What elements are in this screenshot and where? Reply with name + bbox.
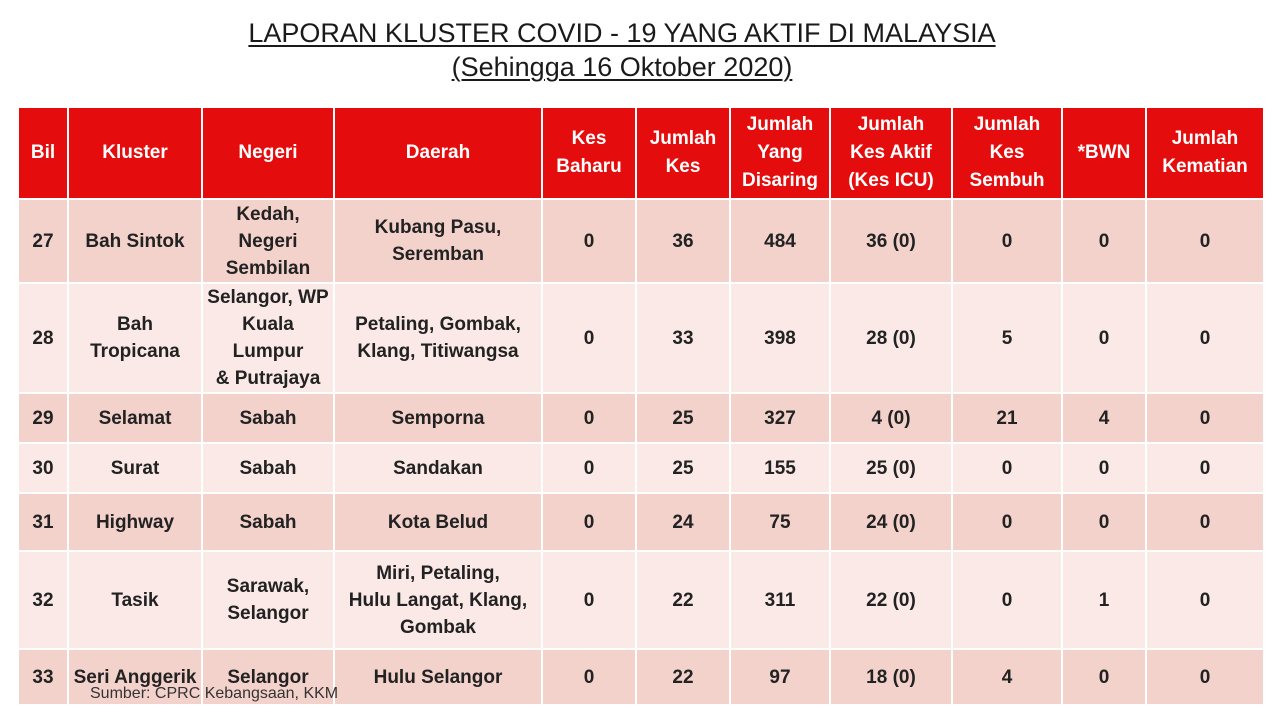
header-text: Jumlah [746,114,814,135]
cell-jumlah-kes: 24 [636,493,730,551]
header-kes-baharu [542,107,636,199]
cell-jumlah-kes: 33 [636,283,730,393]
cell-kes-sembuh: 4 [952,649,1062,705]
cell-text: Bah [117,314,153,335]
cell-text: Miri, Petaling, [376,562,500,584]
cell-kluster [68,551,202,649]
cell-kes-aktif: 36 (0) [830,199,952,283]
cell-text: Hulu Langat, Klang, [348,589,528,611]
cell-jumlah-disaring: 155 [730,443,830,493]
cell-bil: 27 [18,199,68,283]
cell-bwn: 0 [1062,649,1146,705]
table-row [18,283,1264,393]
cell-bil: 32 [18,551,68,649]
cell-kluster [68,443,202,493]
header-text: Kematian [1162,156,1248,177]
cell-kematian: 0 [1146,443,1264,493]
cell-text: Selangor [227,603,309,624]
cell-text: Gombak [399,616,477,638]
cell-jumlah-disaring: 327 [730,393,830,443]
cell-bil: 29 [18,393,68,443]
table-header-row [18,107,1264,199]
cell-kes-sembuh: 5 [952,283,1062,393]
table-row [18,493,1264,551]
cell-text: Tasik [111,589,159,611]
header-text: Sembuh [969,170,1045,191]
cell-kluster [68,283,202,393]
cell-text: Semporna [391,407,485,429]
cell-kluster [68,199,202,283]
cell-bwn: 4 [1062,393,1146,443]
report-title [0,16,1244,84]
header-text: Kes Aktif [850,142,932,163]
cell-kes-aktif: 22 (0) [830,551,952,649]
header-text: Negeri [238,142,298,163]
cell-daerah [334,283,542,393]
table-body [18,199,1264,705]
cell-bil: 33 [18,649,68,705]
cell-kematian: 0 [1146,493,1264,551]
cell-negeri [202,551,334,649]
cell-kes-sembuh: 0 [952,199,1062,283]
cell-text: Sabah [239,457,297,479]
cell-bwn: 0 [1062,283,1146,393]
header-kes-sembuh [952,107,1062,199]
header-text: Kes [571,128,607,149]
header-text: Bil [30,142,56,163]
cell-text: Sarawak, [226,576,310,597]
cell-kes-baharu: 0 [542,649,636,705]
cell-kes-aktif: 24 (0) [830,493,952,551]
table-row [18,551,1264,649]
cell-text: Surat [110,457,160,479]
cell-text: Petaling, Gombak, [355,314,521,335]
cell-kematian: 0 [1146,649,1264,705]
header-text: Jumlah [857,114,925,135]
cell-kes-sembuh: 0 [952,551,1062,649]
cell-kematian: 0 [1146,199,1264,283]
source-note: Sumber: CPRC Kebangsaan, KKM [90,685,339,702]
header-jumlah-kes [636,107,730,199]
cell-text: Selangor [227,666,309,688]
cell-jumlah-disaring: 97 [730,649,830,705]
header-kluster [68,107,202,199]
header-text: Daerah [405,142,471,163]
cell-kes-aktif: 18 (0) [830,649,952,705]
cell-daerah [334,393,542,443]
cell-daerah [334,649,542,705]
header-kes-aktif [830,107,952,199]
cell-kes-sembuh: 0 [952,443,1062,493]
cell-text: Seremban [392,244,484,265]
cell-jumlah-disaring: 311 [730,551,830,649]
cell-text: Negeri [238,230,298,252]
cell-daerah [334,493,542,551]
header-kematian [1146,107,1264,199]
cell-bwn: 0 [1062,493,1146,551]
table-row [18,199,1264,283]
cell-text: Sandakan [393,457,483,479]
cell-kes-sembuh: 0 [952,493,1062,551]
cell-kes-baharu: 0 [542,393,636,443]
cell-text: Kota Belud [387,511,489,533]
cell-text: Kedah, [236,203,300,225]
cell-kluster [68,493,202,551]
cell-text: Bah Sintok [85,230,185,252]
cell-text: & Putrajaya [215,368,321,389]
header-text: Jumlah [1171,128,1239,149]
cell-bil: 28 [18,283,68,393]
cell-bil: 31 [18,493,68,551]
cell-jumlah-kes: 22 [636,551,730,649]
cell-kematian: 0 [1146,283,1264,393]
table-row [18,393,1264,443]
cell-kes-sembuh: 21 [952,393,1062,443]
cell-jumlah-disaring: 484 [730,199,830,283]
cell-text: Hulu Selangor [373,666,503,688]
cell-negeri [202,393,334,443]
header-bwn [1062,107,1146,199]
cell-text: Selamat [98,407,172,429]
cell-negeri [202,443,334,493]
header-text: Jumlah [649,128,717,149]
cell-jumlah-kes: 25 [636,443,730,493]
cell-kes-aktif: 25 (0) [830,443,952,493]
cell-kes-baharu: 0 [542,199,636,283]
cell-negeri [202,283,334,393]
cell-jumlah-kes: 22 [636,649,730,705]
header-text: Kluster [102,142,168,163]
cell-kematian: 0 [1146,551,1264,649]
cell-text: Sabah [239,511,297,533]
cell-kes-aktif: 28 (0) [830,283,952,393]
cell-jumlah-kes: 25 [636,393,730,443]
cell-bwn: 1 [1062,551,1146,649]
title-line-2: (Sehingga 16 Oktober 2020) [451,52,793,82]
header-text: *BWN [1077,142,1131,163]
header-text: Yang [757,142,803,163]
cell-text: Kubang Pasu, [374,217,502,238]
header-text: Disaring [741,170,819,191]
cell-jumlah-disaring: 398 [730,283,830,393]
cell-text: Sembilan [225,257,311,279]
header-text: (Kes ICU) [848,170,934,191]
cluster-table [17,106,1265,706]
table-row [18,443,1264,493]
cell-daerah [334,551,542,649]
header-text: Baharu [556,156,622,177]
cell-text: Tropicana [90,341,180,362]
cell-daerah [334,443,542,493]
cell-text: Highway [95,511,175,533]
header-jumlah-disaring [730,107,830,199]
cell-kes-baharu: 0 [542,493,636,551]
header-text: Jumlah [973,114,1041,135]
header-negeri [202,107,334,199]
cell-bwn: 0 [1062,443,1146,493]
cell-kluster [68,393,202,443]
cell-text: Kuala Lumpur [232,314,304,362]
cell-kes-baharu: 0 [542,551,636,649]
cell-kes-baharu: 0 [542,283,636,393]
cell-jumlah-kes: 36 [636,199,730,283]
cell-negeri [202,199,334,283]
cell-kematian: 0 [1146,393,1264,443]
cell-bil: 30 [18,443,68,493]
header-bil [18,107,68,199]
header-daerah [334,107,542,199]
header-text: Kes [665,156,701,177]
title-line-1: LAPORAN KLUSTER COVID - 19 YANG AKTIF DI MALAYSIA [248,18,996,48]
cell-jumlah-disaring: 75 [730,493,830,551]
cell-text: Seri Anggerik [73,666,197,688]
cell-text: Klang, Titiwangsa [357,341,519,362]
cell-text: Sabah [239,407,297,429]
cell-kes-aktif: 4 (0) [830,393,952,443]
header-text: Kes [989,142,1025,163]
cell-bwn: 0 [1062,199,1146,283]
cell-daerah [334,199,542,283]
cell-kes-baharu: 0 [542,443,636,493]
cell-negeri [202,493,334,551]
cell-text: Selangor, WP [207,287,329,308]
